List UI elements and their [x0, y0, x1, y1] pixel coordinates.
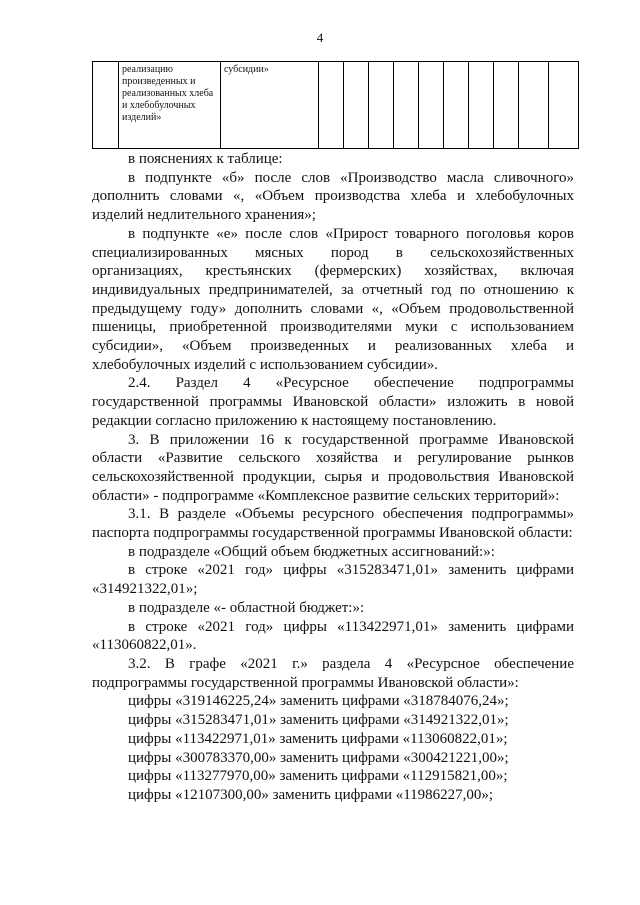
- table-cell-empty: [494, 62, 519, 149]
- table-cell-empty: [369, 62, 394, 149]
- table-cell-empty: [444, 62, 469, 149]
- document-body: [92, 150, 574, 805]
- table-cell-indicator: реализацию произведенных и реализованных хлеба и хлебобулочных изделий»: [119, 62, 221, 149]
- paragraph: в подпункте «е» после слов «Прирост товарного поголовья коров специализированных мясных пород в сельскохозяйственных организациях, крестьянских (фермерских) хозяйствах, включая индивидуальных предпринимателей, за отчетный год по отношению к предыдущему году» дополнить словами «, «Объем продовольственной пшеницы, приобретенной производителями муки с использованием субсидии», «Объем произведенных и реализованных хлеба и хлебобулочных изделий с использованием субсидии».: [92, 225, 574, 373]
- table-fragment: [92, 61, 579, 149]
- paragraph: цифры «315283471,01» заменить цифрами «314921322,01»;: [128, 712, 509, 729]
- table-cell-blank: [93, 62, 119, 149]
- paragraph: 3. В приложении 16 к государственной программе Ивановской области «Развитие сельского хозяйства и регулирование рынков сельскохозяйственной продукции, сырья и продовольствия Ивановской области» - подпрограмме «Комплексное развитие сельских территорий»:: [92, 431, 574, 504]
- paragraph: в строке «2021 год» цифры «113422971,01» заменить цифрами «113060822,01».: [92, 618, 574, 654]
- table-cell-empty: [419, 62, 444, 149]
- paragraph: в подпункте «б» после слов «Производство масла сливочного» дополнить словами «, «Объем производства хлеба и хлебобулочных изделий недлительного хранения»;: [92, 169, 574, 224]
- table-cell-unit: субсидии»: [221, 62, 319, 149]
- paragraph: цифры «12107300,00» заменить цифрами «11986227,00»;: [128, 786, 494, 803]
- paragraph: 2.4. Раздел 4 «Ресурсное обеспечение подпрограммы государственной программы Ивановской области» изложить в новой редакции согласно приложению к настоящему постановлению.: [92, 375, 574, 429]
- paragraph: цифры «113422971,01» заменить цифрами «113060822,01»;: [128, 730, 508, 747]
- paragraph: в строке «2021 год» цифры «315283471,01» заменить цифрами «314921322,01»;: [92, 562, 574, 598]
- paragraph: цифры «300783370,00» заменить цифрами «300421221,00»;: [128, 749, 509, 766]
- paragraph: цифры «113277970,00» заменить цифрами «112915821,00»;: [128, 768, 508, 785]
- paragraph: в подразделе «Общий объем бюджетных ассигнований:»:: [128, 543, 495, 560]
- table-cell-empty: [319, 62, 344, 149]
- table-cell-empty: [344, 62, 369, 149]
- paragraph: в подразделе «- областной бюджет:»:: [128, 599, 365, 616]
- paragraph: 3.1. В разделе «Объемы ресурсного обеспечения подпрограммы» паспорта подпрограммы государственной программы Ивановской области:: [92, 506, 574, 542]
- table-cell-empty: [469, 62, 494, 149]
- page-number: 4: [316, 30, 324, 45]
- table-cell-empty: [549, 62, 579, 149]
- paragraph: цифры «319146225,24» заменить цифрами «318784076,24»;: [128, 693, 509, 710]
- table-row: [93, 62, 579, 149]
- paragraph: 3.2. В графе «2021 г.» раздела 4 «Ресурсное обеспечение подпрограммы государственной программы Ивановской области»:: [92, 655, 574, 691]
- paragraph: в пояснениях к таблице:: [128, 151, 283, 167]
- table-cell-empty: [519, 62, 549, 149]
- table-cell-empty: [394, 62, 419, 149]
